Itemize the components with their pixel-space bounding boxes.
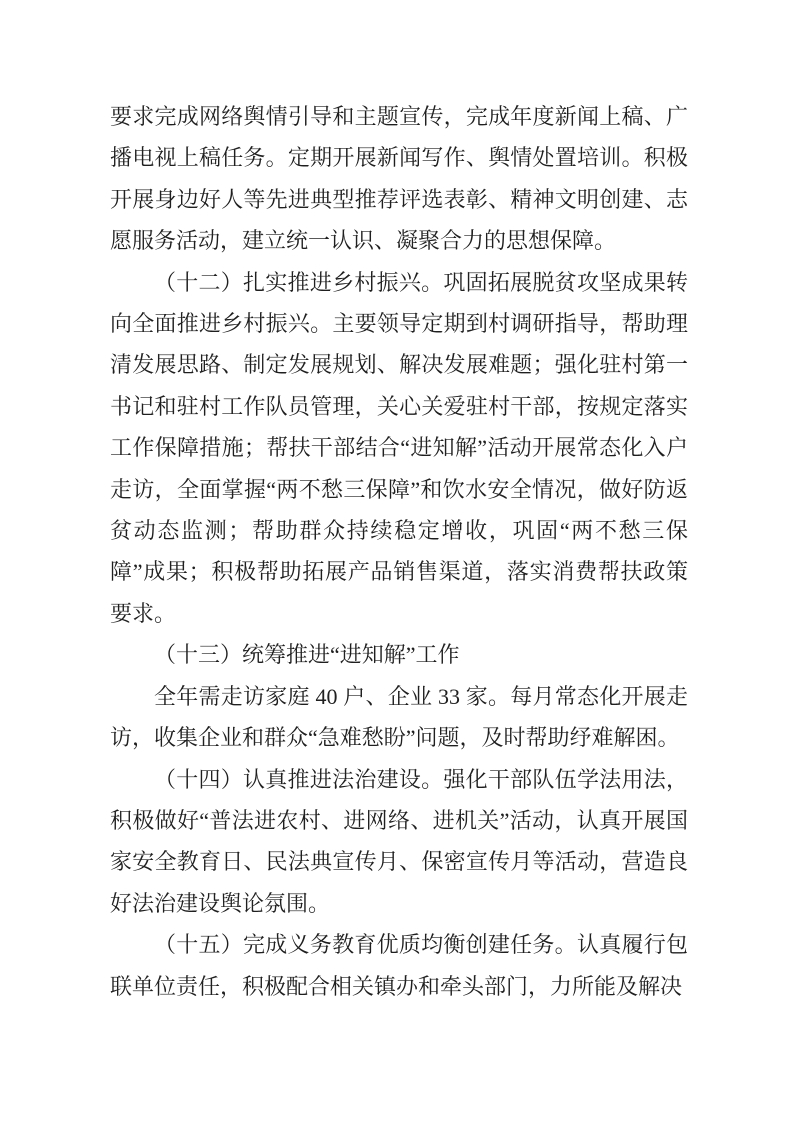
document-body (110, 96, 688, 1007)
paragraph-item-14-rule-of-law: （十四）认真推进法治建设。强化干部队伍学法用法，积极做好“普法进农村、进网络、进机关”活动，认真开展国家安全教育日、民法典宣传月、保密宣传月等活动，营造良好法治建设舆论氛围。 (110, 766, 688, 916)
paragraph-item-15-education: （十五）完成义务教育优质均衡创建任务。认真履行包联单位责任，积极配合相关镇办和牵头部门，力所能及解决 (110, 932, 688, 999)
paragraph-item-12-rural-revitalization: （十二）扎实推进乡村振兴。巩固拓展脱贫攻坚成果转向全面推进乡村振兴。主要领导定期到村调研指导，帮助理清发展思路、制定发展规划、解决发展难题；强化驻村第一书记和驻村工作队员管理，关心关爱驻村干部，按规定落实工作保障措施；帮扶干部结合“进知解”活动开展常态化入户走访，全面掌握“两不愁三保障”和饮水安全情况，做好防返贫动态监测；帮助群众持续稳定增收，巩固“两不愁三保障”成果；积极帮助拓展产品销售渠道，落实消费帮扶政策要求。 (110, 269, 688, 626)
paragraph-item-13-body: 全年需走访家庭 40 户、企业 33 家。每月常态化开展走访，收集企业和群众“急难愁盼”问题，及时帮助纾难解困。 (110, 683, 688, 751)
paragraph-continuation: 要求完成网络舆情引导和主题宣传，完成年度新闻上稿、广播电视上稿任务。定期开展新闻写作、舆情处置培训。积极开展身边好人等先进典型推荐评选表彰、精神文明创建、志愿服务活动，建立统一认识、凝聚合力的思想保障。 (110, 104, 688, 254)
paragraph-item-13-heading: （十三）统筹推进“进知解”工作 (154, 642, 460, 668)
